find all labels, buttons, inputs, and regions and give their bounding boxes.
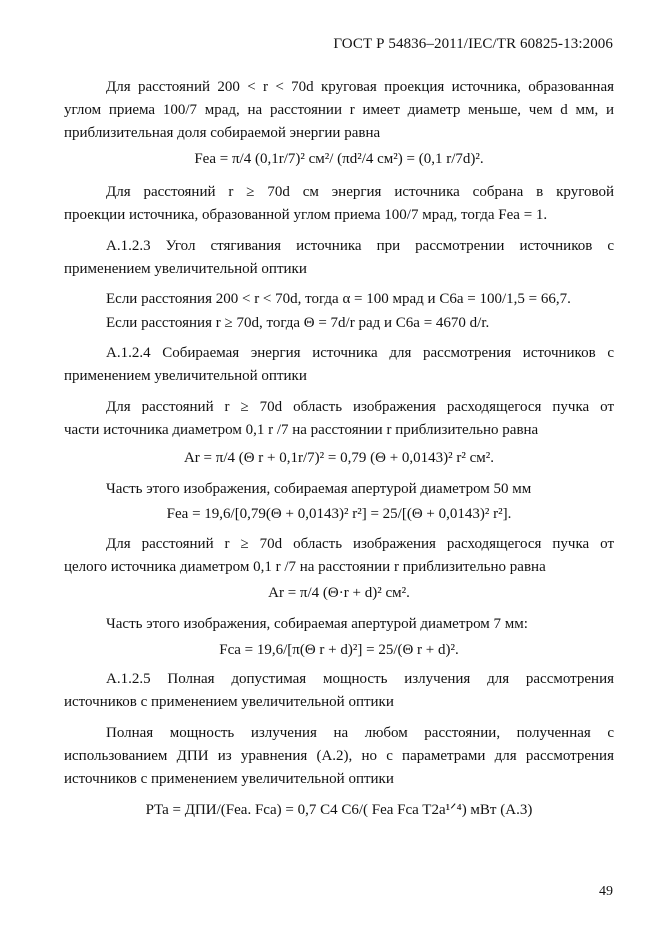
text-line: Если расстояния r ≥ 70d, тогда Θ = 7d/r рад и C6a = 4670 d/r. — [106, 315, 490, 331]
section-heading: А.1.2.4 Собираемая энергия источника для рассмотрения источников с — [106, 345, 614, 361]
section-heading: А.1.2.5 Полная допустимая мощность излучения для рассмотрения — [106, 671, 614, 687]
section-heading-cont: применением увеличительной оптики — [64, 368, 307, 384]
text-line: углом приема 100/7 мрад, на расстоянии r имеет диаметр меньше, чем d мм, и — [64, 102, 614, 118]
text-line: Для расстояний r ≥ 70d область изображения расходящегося пучка от — [106, 399, 614, 415]
equation-a3: PTa = ДПИ/(Fea. Fca) = 0,7 C4 C6/( Fea Fca T2a¹ᐟ⁴) мВт (А.3) — [145, 802, 533, 818]
text-line: части источника диаметром 0,1 r /7 на расстоянии r приблизительно равна — [64, 422, 539, 438]
text-line: использованием ДПИ из уравнения (А.2), но с параметрами для рассмотрения — [64, 748, 614, 764]
section-heading: А.1.2.3 Угол стягивания источника при рассмотрении источников с — [106, 238, 614, 254]
text-line: Часть этого изображения, собираемая апертурой диаметром 7 мм: — [106, 616, 528, 632]
text-line: источников с применением увеличительной оптики — [64, 771, 394, 787]
formula-line: Fca = 19,6/[π(Θ r + d)²] = 25/(Θ r + d)². — [219, 642, 459, 658]
text-line: приблизительная доля собираемой энергии равна — [64, 125, 381, 141]
text-line: целого источника диаметром 0,1 r /7 на расстоянии r приблизительно равна — [64, 559, 546, 575]
formula-line: Fea = π/4 (0,1r/7)² см²/ (πd²/4 см²) = (0,1 r/7d)². — [194, 151, 484, 167]
section-heading-cont: источников с применением увеличительной оптики — [64, 694, 394, 710]
page-number: 49 — [599, 884, 613, 899]
formula-line: Fea = 19,6/[0,79(Θ + 0,0143)² r²] = 25/[(Θ + 0,0143)² r²]. — [166, 506, 512, 522]
text-line: Полная мощность излучения на любом расстоянии, полученная с — [106, 725, 614, 741]
formula-line: Ar = π/4 (Θ·r + d)² см². — [268, 585, 410, 601]
text-line: Для расстояний 200 < r < 70d круговая проекция источника, образованная — [106, 79, 614, 95]
text-line: проекции источника, образованной углом приема 100/7 мрад, тогда Fea = 1. — [64, 207, 548, 223]
text-line: Если расстояния 200 < r < 70d, тогда α = 100 мрад и C6a = 100/1,5 = 66,7. — [106, 291, 571, 307]
section-heading-cont: применением увеличительной оптики — [64, 261, 307, 277]
formula-line: Ar = π/4 (Θ r + 0,1r/7)² = 0,79 (Θ + 0,0143)² r² см². — [183, 450, 495, 466]
text-line: Часть этого изображения, собираемая апертурой диаметром 50 мм — [106, 481, 532, 497]
text-line: Для расстояний r ≥ 70d область изображения расходящегося пучка от — [106, 536, 614, 552]
text-line: Для расстояний r ≥ 70d см энергия источника собрана в круговой — [106, 184, 614, 200]
standard-header: ГОСТ Р 54836–2011/IEC/TR 60825-13:2006 — [333, 36, 613, 52]
